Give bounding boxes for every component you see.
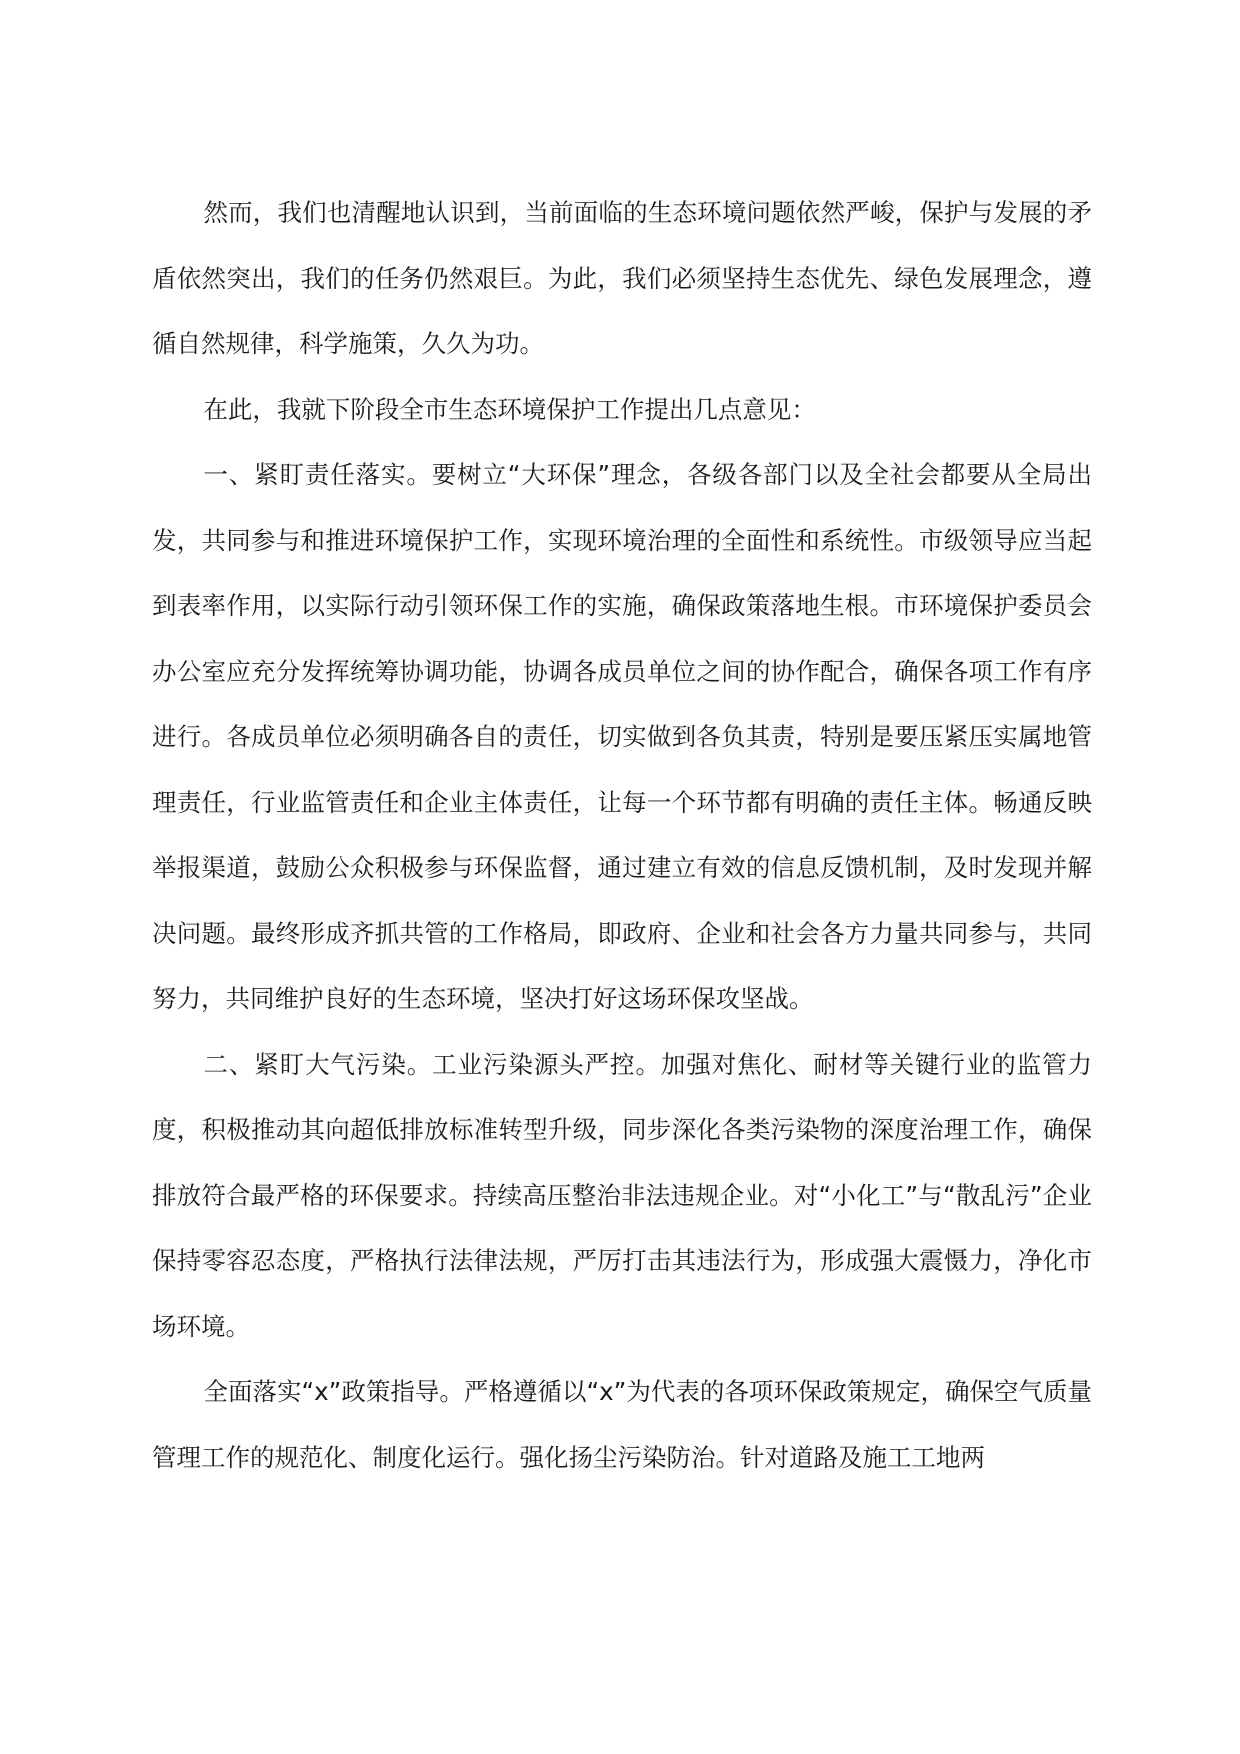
paragraph-policy-guidance: 全面落实“x”政策指导。严格遵循以“x”为代表的各项环保政策规定，确保空气质量管理工作的规范化、制度化运行。强化扬尘污染防治。针对道路及施工工地两 [152,1377,1092,1472]
paragraph-opinions-intro: 在此，我就下阶段全市生态环境保护工作提出几点意见： [203,394,816,424]
paragraph-ecological-challenges: 然而，我们也清醒地认识到，当前面临的生态环境问题依然严峻，保护与发展的矛盾依然突出，我们的任务仍然艰巨。为此，我们必须坚持生态优先、绿色发展理念，遵循自然规律，科学施策，久久为功。 [152,198,1092,358]
document-page [152,180,1092,1490]
paragraph-responsibility: 一、紧盯责任落实。要树立“大环保”理念，各级各部门以及全社会都要从全局出发，共同参与和推进环境保护工作，实现环境治理的全面性和系统性。市级领导应当起到表率作用，以实际行动引领环保工作的实施，确保政策落地生根。市环境保护委员会办公室应充分发挥统筹协调功能，协调各成员单位之间的协作配合，确保各项工作有序进行。各成员单位必须明确各自的责任，切实做到各负其责，特别是要压紧压实属地管理责任，行业监管责任和企业主体责任，让每一个环节都有明确的责任主体。畅通反映举报渠道，鼓励公众积极参与环保监督，通过建立有效的信息反馈机制，及时发现并解决问题。最终形成齐抓共管的工作格局，即政府、企业和社会各方力量共同参与，共同努力，共同维护良好的生态环境，坚决打好这场环保攻坚战。 [152,460,1092,1013]
paragraph-air-pollution: 二、紧盯大气污染。工业污染源头严控。加强对焦化、耐材等关键行业的监管力度，积极推动其向超低排放标准转型升级，同步深化各类污染物的深度治理工作，确保排放符合最严格的环保要求。持续高压整治非法违规企业。对“小化工”与“散乱污”企业保持零容忍态度，严格执行法律法规，严厉打击其违法行为，形成强大震慑力，净化市场环境。 [152,1049,1092,1341]
